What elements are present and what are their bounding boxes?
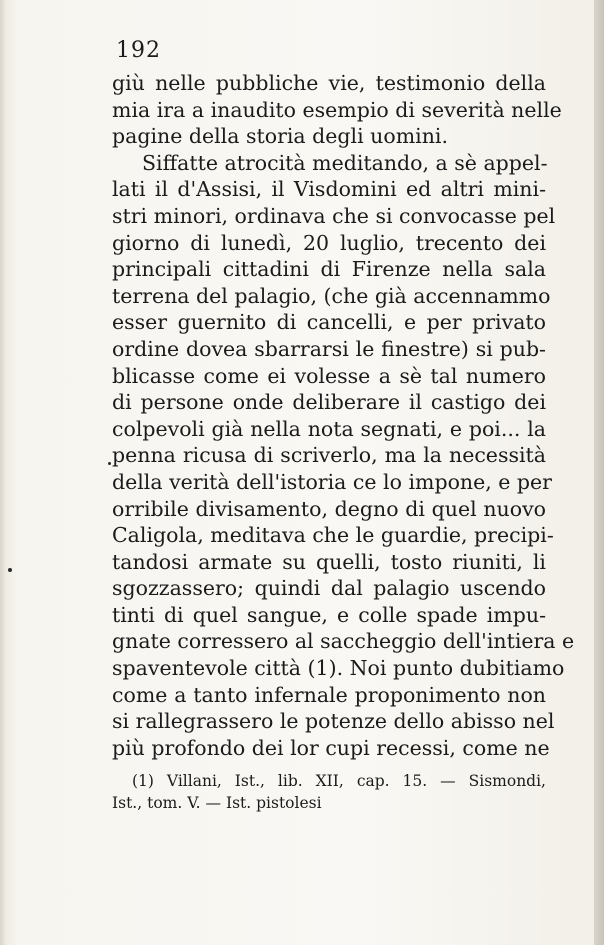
text-line: Caligola, meditava che le guardie, precipi- (112, 523, 554, 548)
text-line: come a tanto infernale proponimento non (112, 682, 546, 707)
text-line: esser guernito di cancelli, e per privato (112, 310, 546, 335)
text-line: stri minori, ordinava che si convocasse pel (112, 203, 556, 228)
text-line: tandosi armate su quelli, tosto riuniti, li (112, 549, 546, 574)
text-line: Siffatte atrocità meditando, a sè appel- (142, 150, 548, 175)
text-line: più profondo dei lor cupi recessi, come ne (112, 735, 550, 760)
text-line: lati il d'Assisi, il Visdomini ed altri mini- (112, 177, 546, 202)
text-line: si rallegrassero le potenze dello abisso nel (112, 709, 555, 734)
text-line: sgozzassero; quindi dal palagio uscendo (112, 576, 546, 601)
text-line: tinti di quel sangue, e colle spade impu- (112, 602, 546, 627)
footnote-line: Ist., tom. V. — Ist. pistolesi (112, 794, 322, 812)
text-line: penna ricusa di scriverlo, ma la necessità (112, 443, 546, 468)
text-line: spaventevole città (1). Noi punto dubitiamo (112, 656, 565, 681)
footnotes (112, 770, 546, 814)
text-line: orribile divisamento, degno di quel nuovo (112, 496, 546, 521)
text-line: ordine dovea sbarrarsi le finestre) si pub- (112, 336, 546, 361)
text-line: blicasse come ei volesse a sè tal numero (112, 363, 546, 388)
text-line: giù nelle pubbliche vie, testimonio della (112, 71, 546, 95)
text-line: colpevoli già nella nota segnati, e poi... la (112, 416, 546, 441)
text-line: gnate corressero al saccheggio dell'intiera e (112, 629, 575, 654)
page-edge (594, 0, 604, 945)
text-line: pagine della storia degli uomini. (112, 124, 448, 149)
page-number: 192 (116, 38, 161, 63)
text-line: della verità dell'istoria ce lo impone, e per (112, 469, 552, 494)
margin-speck (8, 568, 12, 572)
footnote-line: (1) Villani, Ist., lib. XII, cap. 15. — Sismondi, (132, 772, 546, 790)
page-gutter-shadow (0, 0, 6, 945)
margin-speck (108, 462, 111, 465)
text-line: mia ira a inaudito esempio di severità nelle (112, 97, 562, 122)
text-line: principali cittadini di Firenze nella sala (112, 257, 546, 282)
body-text (112, 70, 575, 761)
text-line: di persone onde deliberare il castigo dei (112, 390, 546, 415)
text-line: terrena del palagio, (che già accennammo (112, 283, 551, 308)
text-line: giorno di lunedì, 20 luglio, trecento dei (112, 230, 546, 255)
